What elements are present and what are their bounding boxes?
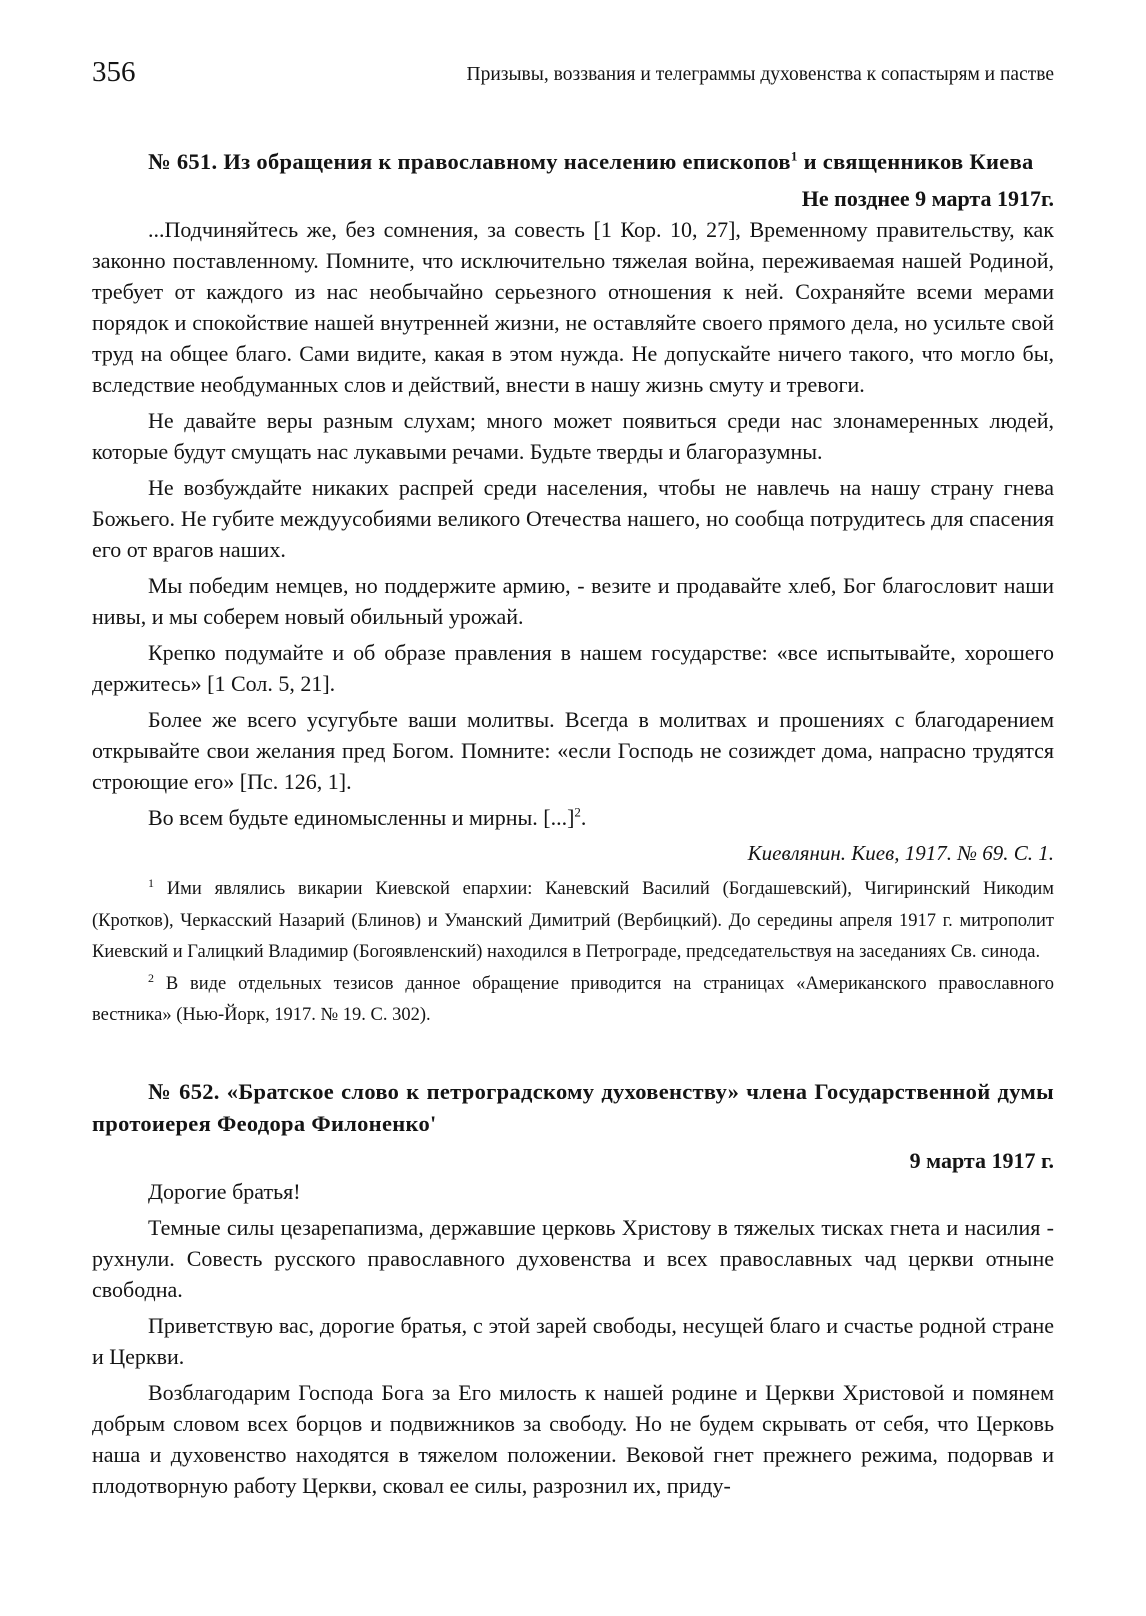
page-number: 356	[92, 56, 136, 88]
document-date: Не позднее 9 марта 1917г.	[801, 186, 1054, 211]
document-651	[92, 146, 1054, 1032]
page-header	[92, 56, 1054, 96]
paragraph: Не возбуждайте никаких распрей среди населения, чтобы не навлечь на нашу страну гнева Божьего. Не губите междуусобиями великого Отечества нашего, но сообща потрудитесь для спасения его от врагов наших.	[92, 475, 1054, 562]
paragraph: Крепко подумайте и об образе правления в нашем государстве: «все испытывайте, хорошего держитесь» [1 Сол. 5, 21].	[92, 640, 1054, 696]
footnote	[92, 969, 1054, 1032]
paragraph-text: Во всем будьте единомысленны и мирны. [...]	[148, 805, 575, 830]
footnote	[92, 874, 1054, 969]
title-text-rest: и священников Киева	[797, 149, 1034, 174]
paragraph: Мы победим немцев, но поддержите армию, - везите и продавайте хлеб, Бог благословит наши нивы, и мы соберем новый обильный урожай.	[92, 573, 1054, 629]
footnote-ref: 1	[790, 148, 798, 164]
page-content	[92, 146, 1054, 1506]
footnote-text: В виде отдельных тезисов данное обращение приводится на страницах «Американского православного вестника» (Нью-Йорк, 1917. № 19. С. 302).	[92, 973, 1054, 1025]
paragraph: Приветствую вас, дорогие братья, с этой зарей свободы, несущей благо и счастье родной стране и Церкви.	[92, 1312, 1054, 1369]
document-652	[92, 1076, 1054, 1501]
paragraph: ...Подчиняйтесь же, без сомнения, за совесть [1 Кор. 10, 27], Временному правительству, как законно поставленному. Помните, что исключительно тяжелая война, переживаемая нашей Родиной, требует от каждого из нас необычайно серьезного отношения к ней. Сохраняйте всеми мерами порядок и спокойствие нашей внутренней жизни, не оставляйте своего прямого дела, но усильте свой труд на общее благо. Сами видите, какая в этом нужда. Не допускайте ничего такого, что могло бы, вследствие необдуманных слов и действий, внести в нашу жизнь смуту и тревоги.	[92, 217, 1054, 397]
title-text: № 651. Из обращения к православному населению епископов	[148, 149, 791, 174]
footnote-ref: 2	[574, 804, 581, 820]
source-citation: Киевлянин. Киев, 1917. № 69. С. 1.	[747, 841, 1054, 865]
paragraph-end: .	[580, 805, 587, 830]
paragraph: Не давайте веры разным слухам; много может появиться среди нас злонамеренных людей, которые будут смущать нас лукавыми речами. Будьте тверды и благоразумны.	[92, 408, 1054, 464]
footnote-text: Ими являлись викарии Киевской епархии: Каневский Василий (Богдашевский), Чигиринский Никодим (Кротков), Черкасский Назарий (Блинов) и Уманский Димитрий (Вербицкий). До середины апреля 1917 г. митрополит Киевский и Галицкий Владимир (Богоявленский) находился в Петрограде, председательствуя на заседаниях Св. синода.	[92, 879, 1054, 962]
salutation: Дорогие братья!	[148, 1178, 301, 1204]
paragraph-last	[92, 802, 1054, 833]
paragraph: Возблагодарим Господа Бога за Его милость к нашей родине и Церкви Христовой и помянем добрым словом всех борцов и подвижников за свободу. Но не будем скрывать от себя, что Церковь наша и духовенство находятся в тяжелом положении. Вековой гнет прежнего режима, подорвав и плодотворную работу Церкви, сковал ее силы, разрознил их, приду-	[92, 1379, 1054, 1498]
document-title: № 652. «Братское слово к петроградскому духовенству» члена Государственной думы протоиерея Феодора Филоненко'	[92, 1078, 1054, 1136]
paragraph: Более же всего усугубьте ваши молитвы. Всегда в молитвах и прошениях с благодарением открывайте свои желания пред Богом. Помните: «если Господь не созиждет дома, напрасно трудятся строющие его» [Пс. 126, 1].	[92, 707, 1054, 794]
paragraph: Темные силы цезарепапизма, державшие церковь Христову в тяжелых тисках гнета и насилия - рухнули. Совесть русского православного духовенства и всех православных чад церкви отныне свободна.	[92, 1214, 1054, 1302]
document-title	[92, 146, 1054, 178]
footnote-mark: 2	[148, 970, 154, 985]
footnote-mark: 1	[148, 875, 154, 890]
document-date: 9 марта 1917 г.	[909, 1147, 1054, 1173]
running-title: Призывы, воззвания и телеграммы духовенства к сопастырям и пастве	[466, 64, 1054, 85]
